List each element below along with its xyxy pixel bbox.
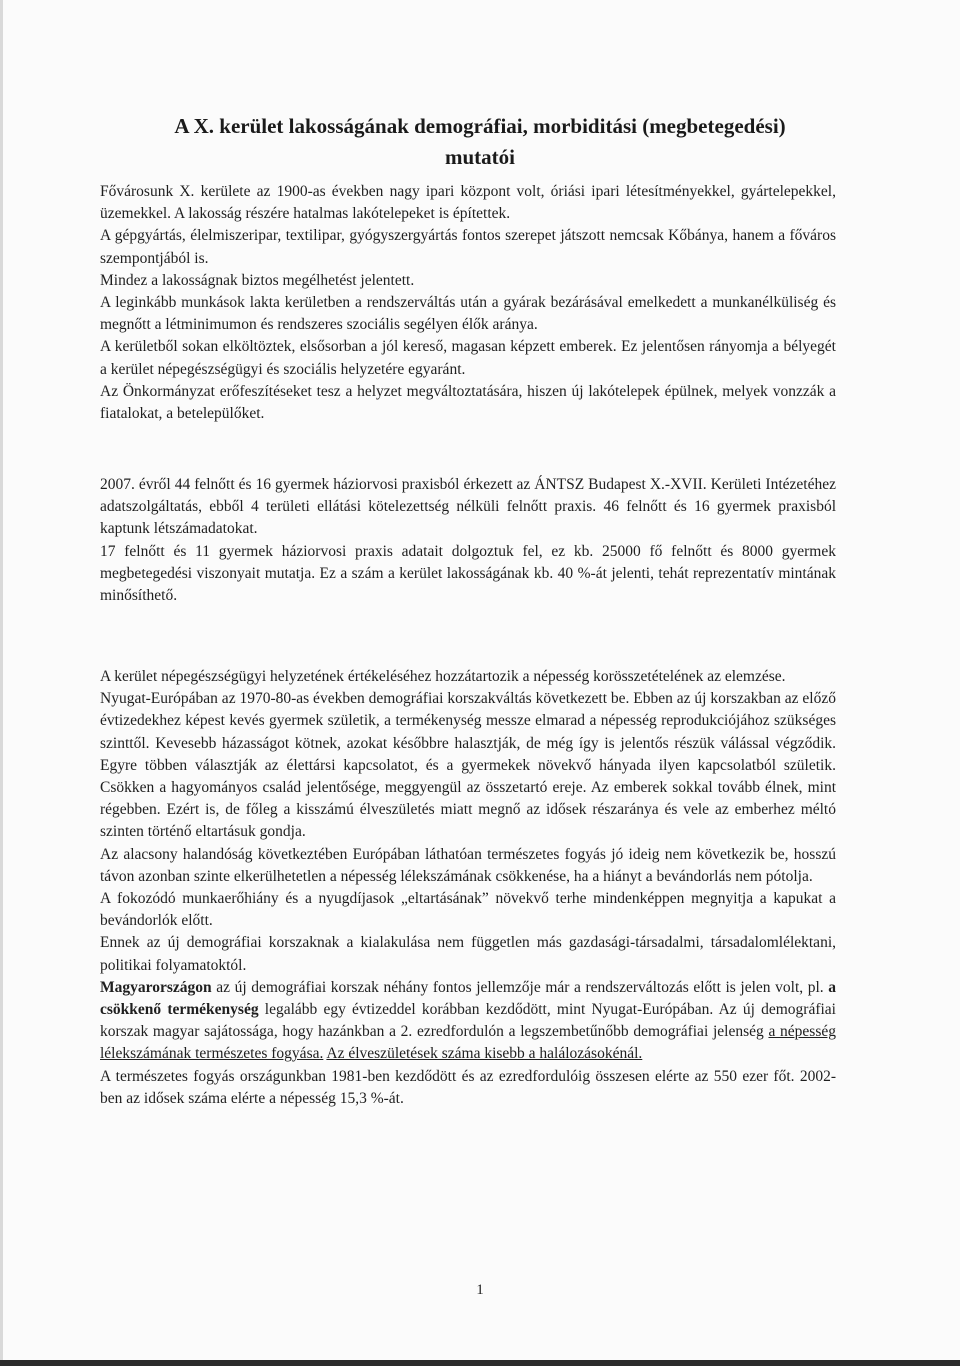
title-line-2: mutatói xyxy=(445,145,515,169)
underlined-phrase: Az élveszületések száma kisebb a halálozásokénál. xyxy=(326,1045,643,1063)
page-number: 1 xyxy=(476,1282,484,1298)
bold-phrase: Magyarországon xyxy=(100,978,212,996)
demography-section xyxy=(100,666,836,1110)
paragraph: A természetes fogyás országunkban 1981-ben kezdődött és az ezredfordulóig összesen elérte az 550 ezer főt. 2002-ben az idősek száma elérte a népesség 15,3 %-át. xyxy=(100,1067,836,1107)
text-run: az új demográfiai korszak néhány fontos jellemzője már a rendszerváltozás előtt is jelen volt, pl. xyxy=(211,978,829,996)
paragraph: Az alacsony halandóság következtében Európában láthatóan természetes fogyás jó ideig nem következik be, hosszú távon azonban szinte elkerülhetetlen a népesség lélekszámának csökkenése, ha a hiányt a bevándorlás nem pótolja. xyxy=(100,845,836,885)
paragraph: A kerület népegészségügyi helyzetének értékeléséhez hozzátartozik a népesség korösszetételének az elemzése. xyxy=(100,668,786,685)
data-source-section xyxy=(100,474,836,607)
paragraph: Nyugat-Európában az 1970-80-as években demográfiai korszakváltás következett be. Ebben az új korszakban az előző évtizedekhez képest kevés gyermek születik, a termékenység messze elmarad a népesség reprodukciójához szükséges szinttől. Kevesebb házasságot kötnek, azokat későbbre halasztják, de még így is jelentős részük válással végződik. Egyre többen választják az élettársi kapcsolatot, és a gyermekek növekvő hányada ilyen kapcsolatból születik. Csökken a hagyományos család jelentősége, meggyengül az összetartó ereje. Az emberek sokkal tovább élnek, mint régebben. Ezért is, de főleg a kisszámú élveszületés miatt megnő az idősek részaránya és vele az emberhez méltó szinten történő eltartásuk gondja. xyxy=(100,690,836,841)
title-line-1: A X. kerület lakosságának demográfiai, morbiditási (megbetegedési) xyxy=(174,114,786,138)
intro-section xyxy=(100,181,836,425)
page-title xyxy=(100,111,860,173)
scan-edge xyxy=(0,0,3,1366)
text-run: legalább egy évtizeddel korábban kezdődött, mint Nyugat-Európában. Az új demográfiai korszak magyar sajátossága, hogy hazánkban a 2. ezredfordulón a legszembetűnőbb demográfiai jelenség xyxy=(100,1001,836,1041)
underlined-phrase: a népesség lélekszámának természetes fogyása. xyxy=(100,1023,836,1063)
bold-phrase: a csökkenő termékenység xyxy=(100,978,836,1019)
scan-bottom-edge xyxy=(0,1360,960,1366)
paragraph: A leginkább munkások lakta kerületben a rendszerváltás után a gyárak bezárásával emelkedett a munkanélküliség és megnőtt a létminimumon és rendszeres szociális segélyen élők aránya. xyxy=(100,294,836,334)
paragraph: A kerületből sokan elköltöztek, elsősorban a jól kereső, magasan képzett emberek. Ez jelentősen rányomja a bélyegét a kerület népegészségügyi és szociális helyzetére egyaránt. xyxy=(100,338,836,378)
paragraph: A gépgyártás, élelmiszeripar, textilipar, gyógyszergyártás fontos szerepet játszott nemcsak Kőbánya, hanem a főváros szempontjából is. xyxy=(100,227,836,267)
paragraph: Ennek az új demográfiai korszaknak a kialakulása nem független más gazdasági-társadalmi, társadalomlélektani, politikai folyamatoktól. xyxy=(100,934,836,974)
paragraph: 17 felnőtt és 11 gyermek háziorvosi praxis adatait dolgoztuk fel, ez kb. 25000 fő felnőtt és 8000 gyermek megbetegedési viszonyait mutatja. Ez a szám a kerület lakosságának kb. 40 %-át jelenti, tehát reprezentatív mintának minősíthető. xyxy=(100,542,836,605)
paragraph: A fokozódó munkaerőhiány és a nyugdíjasok „eltartásának” növekvő terhe mindenképpen megnyitja a kapukat a bevándorlók előtt. xyxy=(100,890,836,930)
paragraph: Fővárosunk X. kerülete az 1900-as években nagy ipari központ volt, óriási ipari létesítményekkel, gyártelepekkel, üzemekkel. A lakosság részére hatalmas lakótelepeket is építettek. xyxy=(100,183,836,223)
paragraph: Az Önkormányzat erőfeszítéseket tesz a helyzet megváltoztatására, hiszen új lakótelepek épülnek, melyek vonzzák a fiatalokat, a betelepülőket. xyxy=(100,382,836,423)
paragraph-hungary xyxy=(100,977,836,1066)
paragraph: Mindez a lakosságnak biztos megélhetést jelentett. xyxy=(100,271,415,289)
paragraph: 2007. évről 44 felnőtt és 16 gyermek háziorvosi praxisból érkezett az ÁNTSZ Budapest X.-XVII. Kerületi Intézetéhez adatszolgáltatás, ebből 4 területi ellátási kötelezettség nélküli felnőtt praxis. 46 felnőtt és 16 gyermek praxisból kaptunk létszámadatokat. xyxy=(100,476,836,538)
